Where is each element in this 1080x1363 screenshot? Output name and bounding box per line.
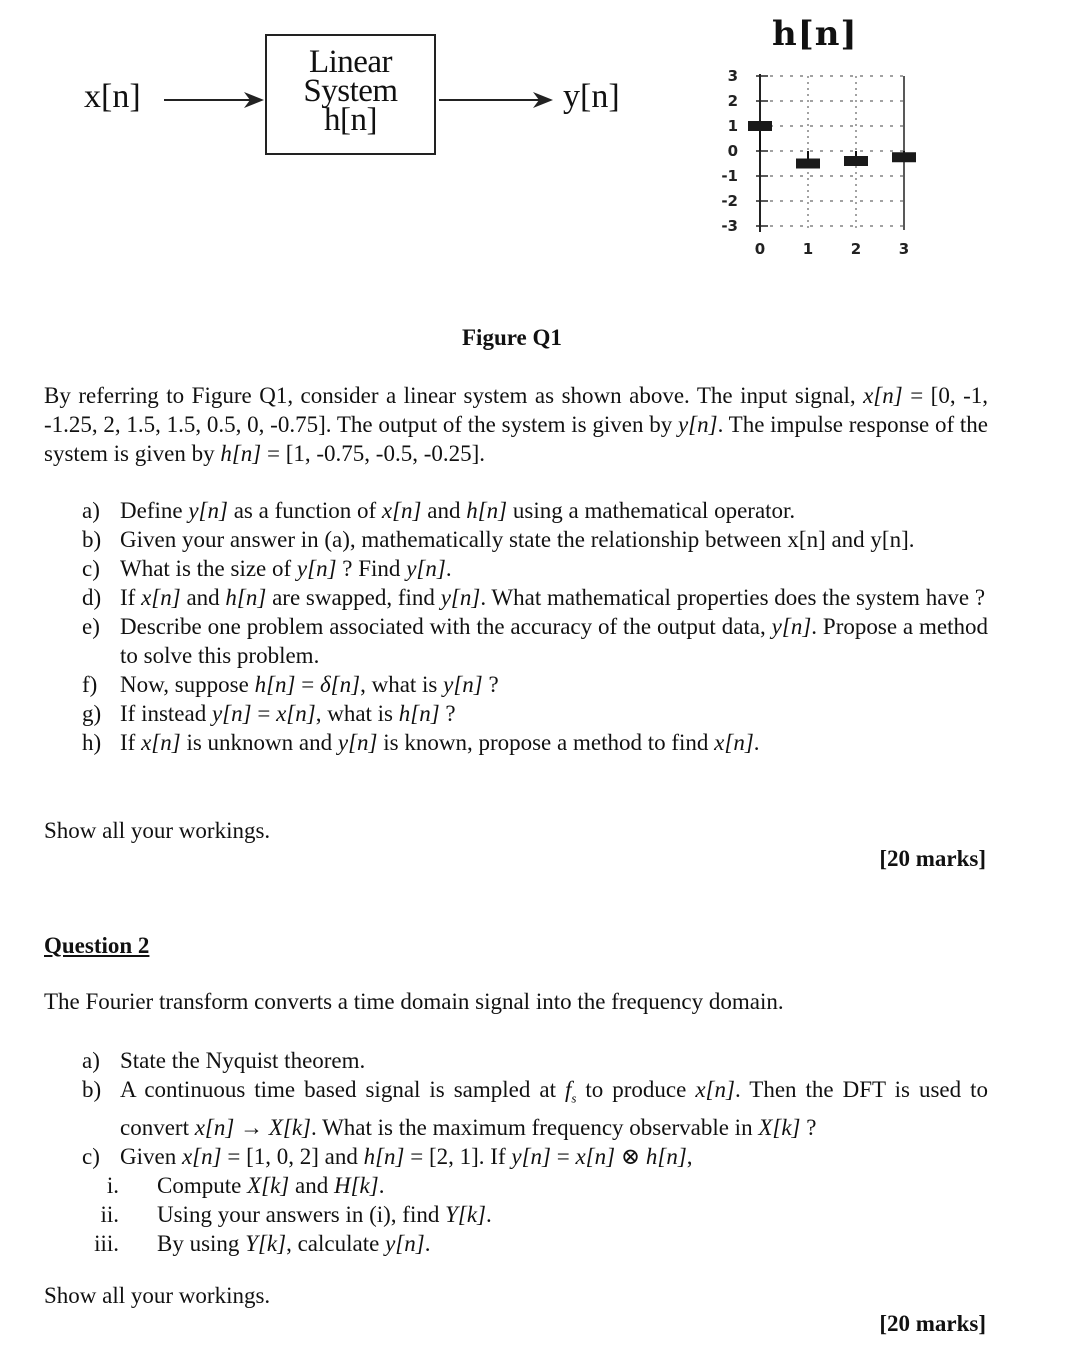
input-signal-label: x[n]	[84, 78, 141, 115]
chart-title: h[n]	[772, 14, 858, 54]
q1-workings-note: Show all your workings.	[44, 818, 271, 843]
q2-part-a: a) State the Nyquist theorem.	[82, 1048, 366, 1073]
y-tick-label: 0	[727, 142, 738, 160]
y-tick-label: -2	[721, 192, 738, 210]
stem-marker	[748, 121, 772, 131]
stem-marker	[892, 152, 916, 162]
q1-part-b: b) Given your answer in (a), mathematically state the relationship between x[n] and y[n].	[82, 527, 915, 552]
q2-part-c-i: i. Compute X[k] and H[k].	[106, 1172, 385, 1198]
block-label-line2: System	[303, 73, 398, 109]
q2-parts-list	[82, 1046, 988, 1258]
y-tick-label: -1	[721, 167, 738, 185]
q2-marks: [20 marks]	[879, 1311, 986, 1336]
q1-part-d: d) If x[n] and h[n] are swapped, find y[n]. What mathematical properties does the system have ?	[82, 585, 986, 610]
q2-workings-note: Show all your workings.	[44, 1283, 271, 1308]
q1-part-g: g) If instead y[n] = x[n], what is h[n] ?	[82, 701, 456, 726]
x-tick-label: 1	[802, 240, 814, 258]
impulse-response-chart	[700, 60, 940, 260]
figure-caption: Figure Q1	[462, 325, 562, 350]
q1-part-h: h) If x[n] is unknown and y[n] is known, propose a method to find x[n].	[82, 730, 760, 755]
y-tick-label: -3	[721, 217, 738, 235]
q1-part-c: c) What is the size of y[n] ? Find y[n].	[82, 556, 452, 581]
q2-heading: Question 2	[44, 933, 150, 958]
y-tick-label: 2	[727, 92, 738, 110]
stem-marker	[844, 156, 868, 166]
y-tick-label: 3	[727, 67, 738, 85]
q1-intro: By referring to Figure Q1, consider a linear system as shown above. The input signal, x[n] = [0, -1, -1.25, 2, 1.5, 1.5, 0.5, 0, -0.75]. The output of the system is given by y[n]. The impulse response of the system is given by h[n] = [1, -0.75, -0.5, -0.25].	[44, 383, 988, 466]
x-tick-label: 2	[850, 240, 862, 258]
input-arrow	[160, 88, 270, 112]
x-tick-label: 0	[754, 240, 766, 258]
q1-part-f: f) Now, suppose h[n] = δ[n], what is y[n] ?	[82, 672, 499, 697]
q2-intro: The Fourier transform converts a time domain signal into the frequency domain.	[44, 989, 784, 1014]
q2-part-c-ii: ii. Using your answers in (i), find Y[k].	[100, 1201, 492, 1227]
output-signal-label: y[n]	[563, 78, 620, 115]
linear-system-block	[265, 34, 436, 155]
stem-marker	[796, 159, 820, 169]
x-tick-label: 3	[898, 240, 910, 258]
block-label-line1: Linear	[308, 44, 393, 80]
q1-parts-list	[82, 496, 988, 757]
q1-part-e: e) Describe one problem associated with the accuracy of the output data, y[n]. Propose a method to solve this problem.	[82, 614, 988, 668]
q1-marks: [20 marks]	[879, 846, 986, 871]
q2-part-c: c) Given x[n] = [1, 0, 2] and h[n] = [2, 1]. If y[n] = x[n] ⊗ h[n],	[82, 1143, 693, 1169]
q1-part-a: a) Define y[n] as a function of x[n] and h[n] using a mathematical operator.	[82, 498, 796, 523]
block-label-line3: h[n]	[324, 102, 377, 138]
q2-part-c-iii: iii. By using Y[k], calculate y[n].	[94, 1230, 431, 1256]
y-tick-label: 1	[727, 117, 738, 135]
q2-part-b: b) A continuous time based signal is sampled at $f_s$ to produce x[n]. Then the DFT is used to convert x[n] → X[k]. What is the maximum frequency observable in X[k] ?	[82, 1077, 989, 1140]
output-arrow	[437, 88, 557, 112]
